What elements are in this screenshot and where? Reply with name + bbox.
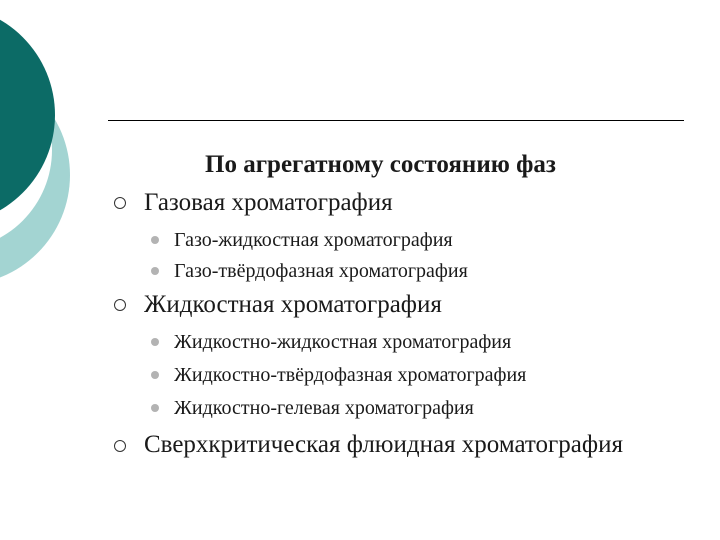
list-item-supercritical-fluid-chromatography: Сверхкритическая флюидная хроматография [144, 431, 623, 458]
decorative-circles [0, 0, 120, 300]
list-item-liquid-chromatography: Жидкостная хроматография [144, 291, 442, 318]
hollow-circle-bullet-icon [114, 440, 126, 452]
sublist-item: Жидкостно-гелевая хроматография [174, 397, 474, 419]
slide-heading: По агрегатному состоянию фаз [205, 151, 556, 178]
hollow-circle-bullet-icon [114, 197, 126, 209]
list-item-gas-chromatography: Газовая хроматография [144, 189, 393, 216]
dot-bullet-icon [151, 371, 159, 379]
sublist-item: Газо-жидкостная хроматография [174, 229, 453, 251]
title-divider-line [108, 120, 684, 121]
dot-bullet-icon [151, 338, 159, 346]
dot-bullet-icon [151, 267, 159, 275]
dot-bullet-icon [151, 236, 159, 244]
sublist-item: Жидкостно-жидкостная хроматография [174, 331, 512, 353]
hollow-circle-bullet-icon [114, 299, 126, 311]
sublist-item: Жидкостно-твёрдофазная хроматография [174, 364, 527, 386]
sublist-item: Газо-твёрдофазная хроматография [174, 260, 468, 282]
dot-bullet-icon [151, 404, 159, 412]
